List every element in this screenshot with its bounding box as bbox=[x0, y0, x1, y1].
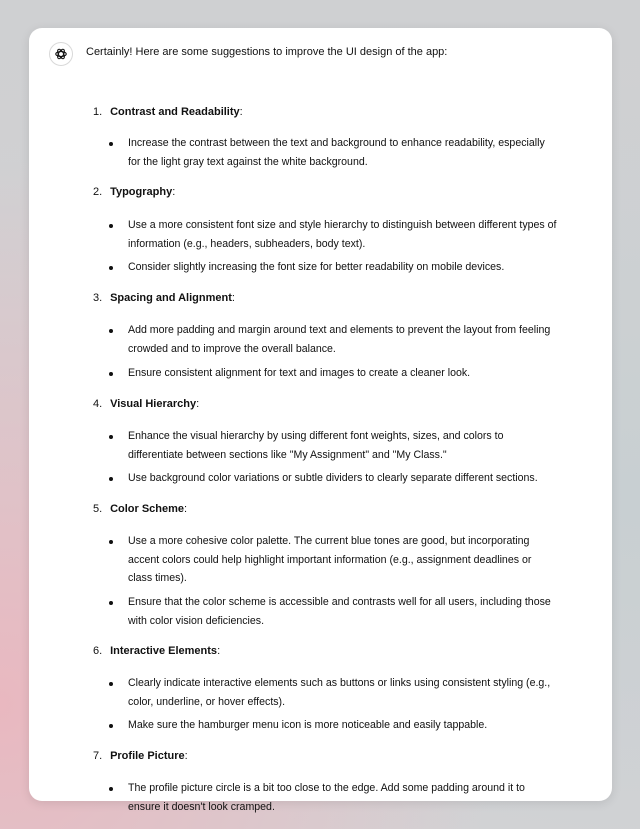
bullet-icon bbox=[109, 435, 113, 439]
list-item: Ensure that the color scheme is accessible and contrasts well for all users, including those with color vision deficiencies. bbox=[128, 596, 551, 627]
list-item: Enhance the visual hierarchy by using different font weights, sizes, and colors to differentiate between sections like "My Assignment" and "My Class." bbox=[128, 430, 504, 461]
assistant-avatar bbox=[49, 42, 73, 66]
list-item: The profile picture circle is a bit too close to the edge. Add some padding around it to ensure it doesn't look cramped. bbox=[128, 782, 525, 813]
bullet-icon bbox=[109, 224, 113, 228]
list-item: Add more padding and margin around text and elements to prevent the layout from feeling crowded and to improve the overall balance. bbox=[128, 324, 551, 355]
response-intro: Certainly! Here are some suggestions to improve the UI design of the app: bbox=[86, 46, 448, 58]
bullet-icon bbox=[109, 142, 113, 146]
bullet-icon bbox=[109, 372, 113, 376]
bullet-icon bbox=[109, 477, 113, 481]
openai-logo-icon bbox=[54, 47, 68, 61]
section-title: 7. Profile Picture: bbox=[93, 750, 188, 762]
list-item: Consider slightly increasing the font size for better readability on mobile devices. bbox=[128, 261, 505, 273]
bullet-icon bbox=[109, 601, 113, 605]
section-title: 6. Interactive Elements: bbox=[93, 645, 221, 657]
bullet-icon bbox=[109, 682, 113, 686]
list-item: Ensure consistent alignment for text and images to create a cleaner look. bbox=[128, 367, 471, 379]
list-item: Use a more cohesive color palette. The current blue tones are good, but incorporating accent colors could help highlight important information (e.g., assignment deadlines or class times). bbox=[128, 535, 532, 584]
section-title: 1. Contrast and Readability: bbox=[93, 106, 243, 118]
list-item: Clearly indicate interactive elements such as buttons or links using consistent styling (e.g., color, underline, or hover effects). bbox=[128, 677, 551, 708]
section-title: 2. Typography: bbox=[93, 186, 176, 198]
list-item: Use background color variations or subtle dividers to clearly separate different sections. bbox=[128, 472, 538, 484]
section-title: 3. Spacing and Alignment: bbox=[93, 292, 235, 304]
list-item: Increase the contrast between the text and background to enhance readability, especially for the light gray text against the white background. bbox=[128, 137, 545, 168]
list-item: Use a more consistent font size and style hierarchy to distinguish between different types of information (e.g., headers, subheaders, body text). bbox=[128, 219, 557, 250]
bullet-icon bbox=[109, 266, 113, 270]
section-title: 5. Color Scheme: bbox=[93, 503, 188, 515]
bullet-icon bbox=[109, 787, 113, 791]
bullet-icon bbox=[109, 540, 113, 544]
chat-response-card bbox=[29, 28, 612, 813]
bullet-icon bbox=[109, 329, 113, 333]
list-item: Make sure the hamburger menu icon is more noticeable and easily tappable. bbox=[128, 719, 488, 731]
bullet-icon bbox=[109, 724, 113, 728]
section-title: 4. Visual Hierarchy: bbox=[93, 398, 200, 410]
